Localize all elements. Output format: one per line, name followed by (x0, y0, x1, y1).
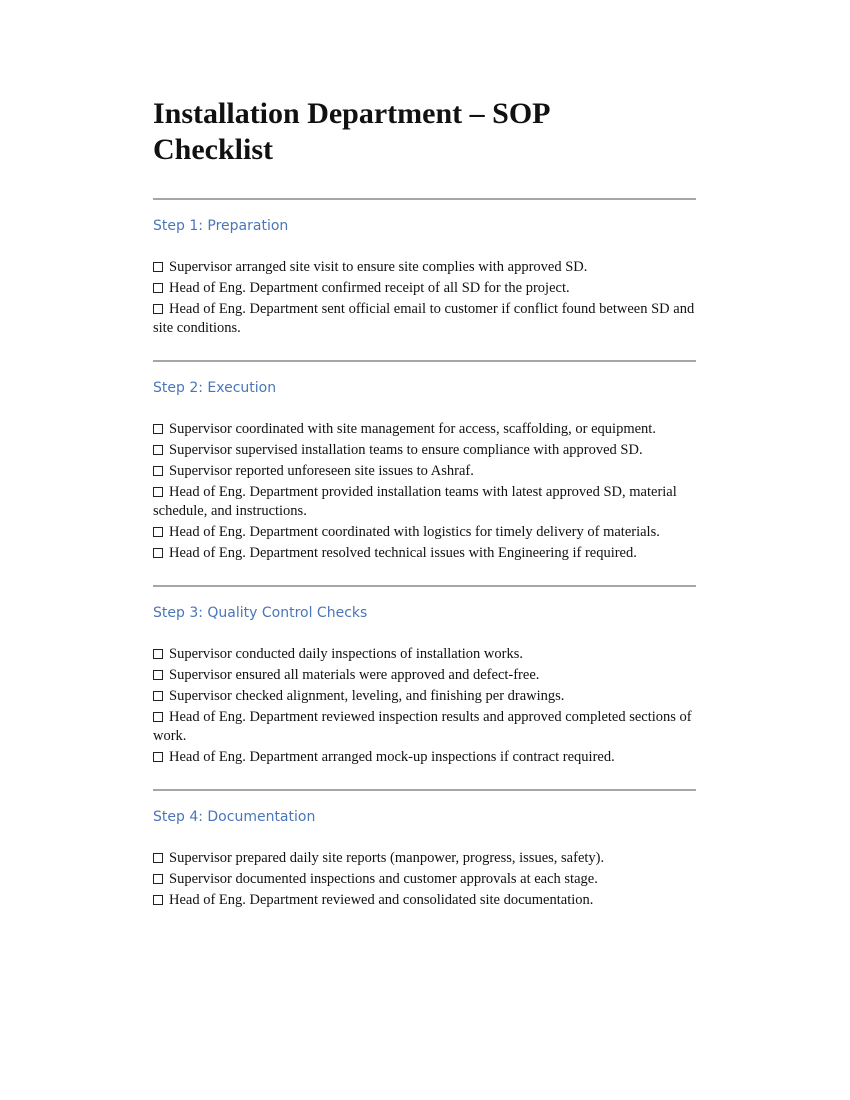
checkbox-icon[interactable] (153, 466, 163, 476)
checklist-item (153, 420, 696, 439)
checklist-item-text: Supervisor supervised installation teams to ensure compliance with approved SD. (169, 442, 643, 458)
checklist-item-text: Supervisor checked alignment, leveling, and finishing per drawings. (169, 688, 565, 704)
document-page (153, 96, 696, 912)
checklist-item (153, 441, 696, 460)
checkbox-icon[interactable] (153, 487, 163, 497)
section-divider (153, 198, 696, 200)
checklist-item-text: Supervisor reported unforeseen site issues to Ashraf. (169, 463, 474, 479)
checklist-item-text: Head of Eng. Department sent official email to customer if conflict found between SD and site conditions. (153, 301, 695, 336)
checkbox-icon[interactable] (153, 670, 163, 680)
checklist-execution (153, 420, 696, 563)
checkbox-icon[interactable] (153, 424, 163, 434)
checkbox-icon[interactable] (153, 283, 163, 293)
checkbox-icon[interactable] (153, 895, 163, 905)
checkbox-icon[interactable] (153, 752, 163, 762)
document-title (153, 96, 696, 168)
checklist-item (153, 645, 696, 664)
checklist-item-text: Supervisor coordinated with site management for access, scaffolding, or equipment. (169, 421, 656, 437)
section-heading-quality-control: Step 3: Quality Control Checks (153, 605, 368, 621)
checklist-item (153, 748, 696, 767)
checklist-item (153, 300, 696, 338)
checklist-item (153, 523, 696, 542)
checkbox-icon[interactable] (153, 445, 163, 455)
document-title-line-2: Checklist (153, 133, 273, 166)
checklist-item (153, 279, 696, 298)
checkbox-icon[interactable] (153, 712, 163, 722)
checklist-item-text: Head of Eng. Department reviewed and consolidated site documentation. (169, 892, 594, 908)
section-heading-documentation: Step 4: Documentation (153, 809, 316, 825)
section-heading-preparation: Step 1: Preparation (153, 218, 289, 234)
checklist-quality-control (153, 645, 696, 767)
checklist-item-text: Head of Eng. Department arranged mock-up inspections if contract required. (169, 749, 615, 765)
checkbox-icon[interactable] (153, 874, 163, 884)
checklist-item (153, 462, 696, 481)
checkbox-icon[interactable] (153, 262, 163, 272)
checkbox-icon[interactable] (153, 649, 163, 659)
document-title-line-1: Installation Department – SOP (153, 97, 551, 130)
checklist-item (153, 708, 696, 746)
checklist-item-text: Head of Eng. Department provided installation teams with latest approved SD, material schedule, and instructions. (153, 484, 677, 519)
checklist-item (153, 483, 696, 521)
checklist-item (153, 666, 696, 685)
checkbox-icon[interactable] (153, 691, 163, 701)
checklist-item (153, 870, 696, 889)
checkbox-icon[interactable] (153, 527, 163, 537)
section-divider (153, 360, 696, 362)
section-heading-execution: Step 2: Execution (153, 380, 277, 396)
checklist-item-text: Supervisor ensured all materials were approved and defect-free. (169, 667, 540, 683)
checklist-item-text: Head of Eng. Department coordinated with logistics for timely delivery of materials. (169, 524, 660, 540)
checklist-item (153, 687, 696, 706)
checklist-item-text: Supervisor documented inspections and customer approvals at each stage. (169, 871, 598, 887)
section-divider (153, 789, 696, 791)
checklist-documentation (153, 849, 696, 910)
checklist-item-text: Supervisor prepared daily site reports (manpower, progress, issues, safety). (169, 850, 605, 866)
checklist-item-text: Head of Eng. Department confirmed receipt of all SD for the project. (169, 280, 570, 296)
checklist-item-text: Supervisor conducted daily inspections of installation works. (169, 646, 523, 662)
checklist-item (153, 258, 696, 277)
checklist-item (153, 849, 696, 868)
checklist-item (153, 891, 696, 910)
checkbox-icon[interactable] (153, 304, 163, 314)
checkbox-icon[interactable] (153, 853, 163, 863)
checklist-item-text: Head of Eng. Department reviewed inspection results and approved completed sections of work. (153, 709, 692, 744)
checkbox-icon[interactable] (153, 548, 163, 558)
checklist-preparation (153, 258, 696, 338)
section-divider (153, 585, 696, 587)
checklist-item-text: Head of Eng. Department resolved technical issues with Engineering if required. (169, 545, 637, 561)
checklist-item-text: Supervisor arranged site visit to ensure site complies with approved SD. (169, 259, 588, 275)
checklist-item (153, 544, 696, 563)
